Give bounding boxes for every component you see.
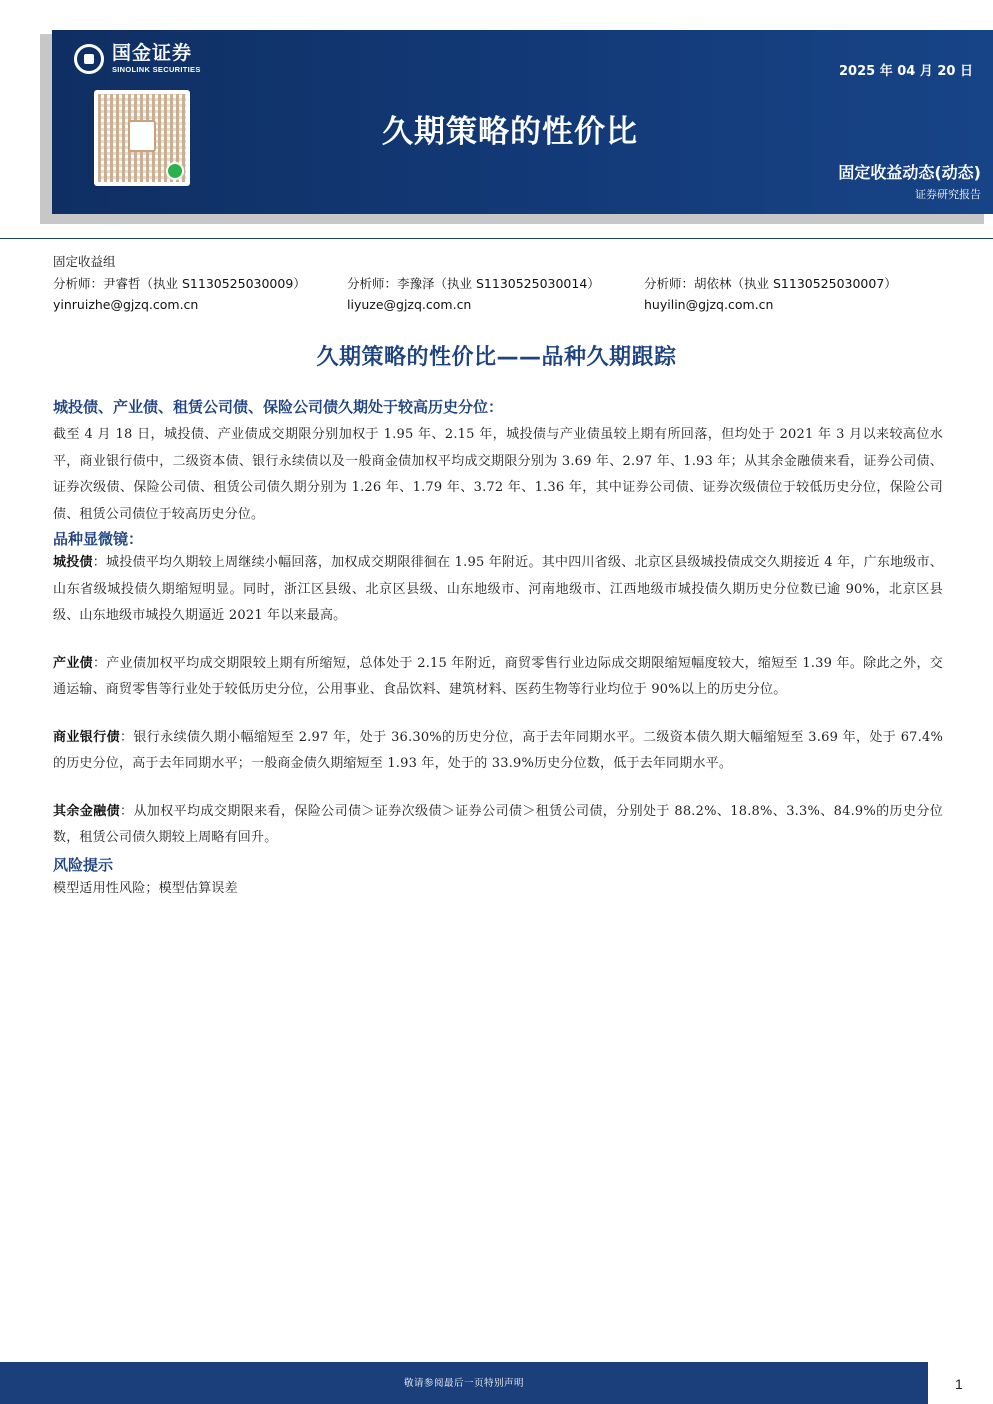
risk-text: 模型适用性风险；模型估算误差 <box>53 880 238 896</box>
paragraph-text: ：产业债加权平均成交期限较上期有所缩短，总体处于 2.15 年附近，商贸零售行业边际成交期限缩短幅度较大，缩短至 1.39 年。除此之外，交通运输、商贸零售等行业处于较低历史分位，公用事业、食品饮料、建筑材料、医药生物等行业均位于 90%以上的历史分位。 <box>53 655 944 697</box>
section-heading: 风险提示 <box>53 855 114 874</box>
qr-code-image <box>94 90 190 186</box>
analyst-name: 分析师：胡依林（执业 S1130525030007） <box>644 276 897 291</box>
logo-mark-icon <box>74 44 104 74</box>
company-logo <box>74 44 201 74</box>
logo-english-name: SINOLINK SECURITIES <box>112 65 201 75</box>
section-heading: 品种显微镜： <box>53 530 144 548</box>
paragraph-chanye <box>53 651 943 704</box>
paragraph-chengtou <box>53 550 943 630</box>
report-date: 2025 年 04 月 20 日 <box>839 64 973 79</box>
analyst-item <box>347 274 600 312</box>
analyst-email[interactable]: huyilin@gjzq.com.cn <box>644 297 774 312</box>
paragraph-label: 城投债 <box>53 555 93 570</box>
header-divider <box>0 238 993 239</box>
paragraph-text: ：城投债平均久期较上周继续小幅回落，加权成交期限徘徊在 1.95 年附近。其中四川省级、北京区县级城投债成交久期接近 4 年，广东地级市、山东省级城投债久期缩短明显。同时，浙江区县级、北京区县级、山东地级市、河南地级市、江西地级市城投债久期历史分位数已逾 90%，北京区县级、山东地级市城投久期逼近 2021 年以来最高。 <box>53 555 943 623</box>
paragraph-label: 其余金融债 <box>53 803 121 819</box>
analyst-email[interactable]: liyuze@gjzq.com.cn <box>347 297 472 312</box>
header-banner <box>52 30 993 214</box>
page-number: 1 <box>955 1376 963 1392</box>
analyst-email[interactable]: yinruizhe@gjzq.com.cn <box>53 297 199 312</box>
analyst-name: 分析师：尹睿哲（执业 S1130525030009） <box>53 276 306 291</box>
footer-disclaimer[interactable]: 敬请参阅最后一页特别声明 <box>403 1378 524 1389</box>
miniprogram-badge-icon <box>166 162 184 180</box>
paragraph-label: 产业债 <box>53 655 93 671</box>
report-type: 固定收益动态(动态) <box>838 163 981 182</box>
paragraph-other-financial <box>53 799 943 852</box>
analyst-name: 分析师：李豫泽（执业 S1130525030014） <box>347 276 600 291</box>
report-subtype: 证券研究报告 <box>915 188 981 201</box>
main-title: 久期策略的性价比——品种久期跟踪 <box>316 345 677 370</box>
paragraph-label: 商业银行债 <box>53 729 120 745</box>
logo-chinese-name: 国金证券 <box>112 42 193 65</box>
paragraph-text: ：银行永续债久期小幅缩短至 2.97 年，处于 36.30%的历史分位，高于去年同期水平。二级资本债久期大幅缩短至 3.69 年，处于 67.4%的历史分位，高于去年同期水平；一般商金债久期缩短至 1.93 年，处于的 33.9%历史分位数，低于去年同期水平。 <box>53 729 943 771</box>
analyst-item <box>644 274 897 312</box>
paragraph-text: ：从加权平均成交期限来看，保险公司债＞证券次级债＞证券公司债＞租赁公司债，分别处于 88.2%、18.8%、3.3%、84.9%的历史分位数，租赁公司债久期较上周略有回升。 <box>53 803 943 845</box>
section-paragraph: 截至 4 月 18 日，城投债、产业债成交期限分别加权于 1.95 年、2.15 年，城投债与产业债虽较上期有所回落，但均处于 2021 年 3 月以来较高位水平，商业银行债中，二级资本债、银行永续债以及一般商金债加权平均成交期限分别为 3.69 年、2.97 年、1.93 年；从其余金融债来看，证券公司债、证券次级债、保险公司债、租赁公司债久期分别为 1.26 年、1.79 年、3.72 年、1.36 年，其中证券公司债、证券次级债位于较低历史分位，保险公司债、租赁公司债位于较高历史分位。 <box>53 427 943 522</box>
analyst-item <box>53 274 306 312</box>
report-title: 久期策略的性价比 <box>382 114 638 150</box>
team-label: 固定收益组 <box>53 254 116 269</box>
paragraph-bank <box>53 725 943 778</box>
section-heading: 城投债、产业债、租赁公司债、保险公司债久期处于较高历史分位： <box>53 398 504 416</box>
report-body <box>53 396 943 902</box>
